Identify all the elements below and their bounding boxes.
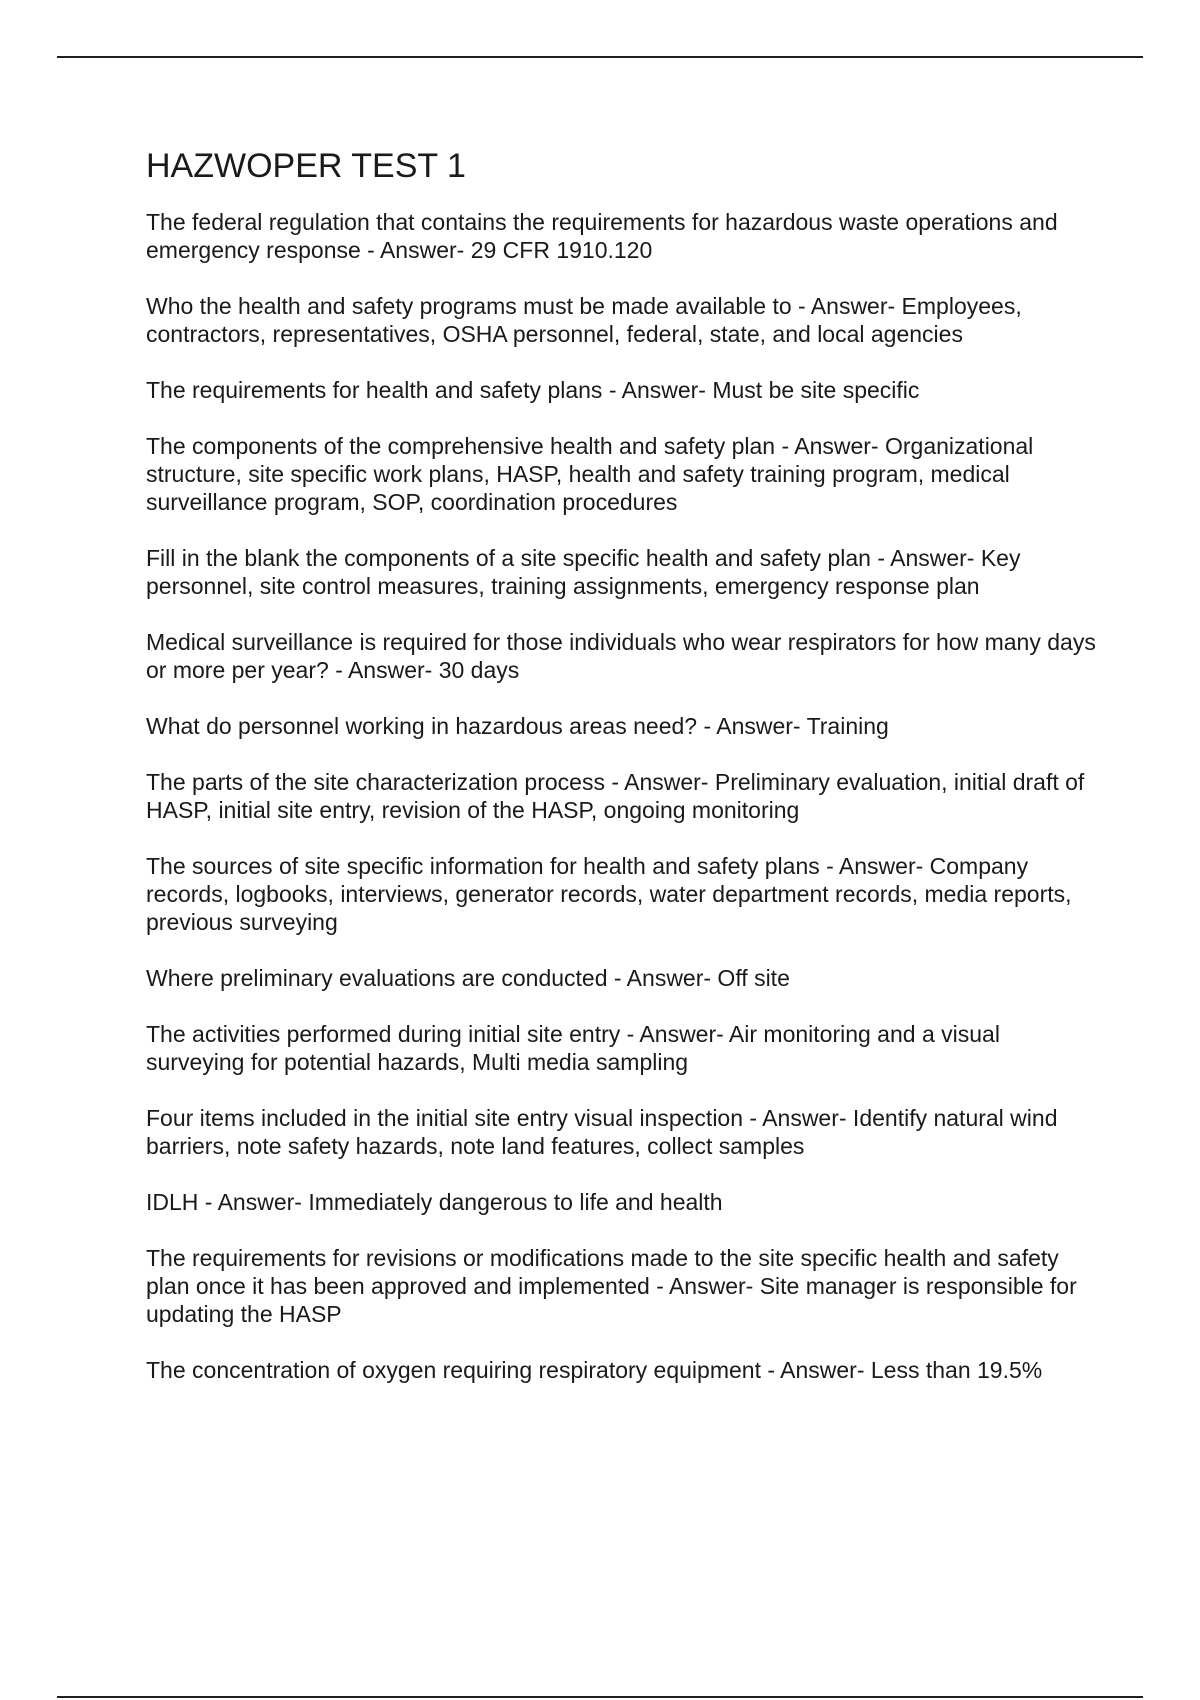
qa-item: The requirements for revisions or modifications made to the site specific health and safety plan once it has been approved and implemented - Answer- Site manager is responsible for updating the HASP — [146, 1245, 1077, 1327]
qa-list — [146, 208, 1096, 1384]
qa-item: Fill in the blank the components of a site specific health and safety plan - Answer- Key personnel, site control measures, training assignments, emergency response plan — [146, 545, 1021, 599]
qa-item: What do personnel working in hazardous areas need? - Answer- Training — [146, 713, 889, 739]
qa-item: The federal regulation that contains the requirements for hazardous waste operations and emergency response - Answer- 29 CFR 1910.120 — [146, 209, 1058, 263]
qa-item: Medical surveillance is required for those individuals who wear respirators for how many days or more per year? - Answer- 30 days — [146, 629, 1096, 683]
qa-item: IDLH - Answer- Immediately dangerous to life and health — [146, 1189, 723, 1215]
page-title: HAZWOPER TEST 1 — [146, 147, 466, 185]
qa-item: The concentration of oxygen requiring respiratory equipment - Answer- Less than 19.5% — [146, 1357, 1043, 1383]
qa-item: Where preliminary evaluations are conducted - Answer- Off site — [146, 965, 790, 991]
top-rule — [57, 56, 1143, 58]
qa-item: The activities performed during initial site entry - Answer- Air monitoring and a visual surveying for potential hazards, Multi media sampling — [146, 1021, 1000, 1075]
qa-item: The requirements for health and safety plans - Answer- Must be site specific — [146, 377, 920, 403]
qa-item: The parts of the site characterization process - Answer- Preliminary evaluation, initial draft of HASP, initial site entry, revision of the HASP, ongoing monitoring — [146, 769, 1085, 823]
qa-item: Four items included in the initial site entry visual inspection - Answer- Identify natural wind barriers, note safety hazards, note land features, collect samples — [146, 1105, 1058, 1159]
document-body — [146, 146, 1096, 1412]
qa-item: Who the health and safety programs must be made available to - Answer- Employees, contractors, representatives, OSHA personnel, federal, state, and local agencies — [146, 293, 1022, 347]
bottom-rule — [57, 1696, 1143, 1698]
qa-item: The sources of site specific information for health and safety plans - Answer- Company records, logbooks, interviews, generator records, water department records, media reports, previous surveying — [146, 853, 1072, 935]
qa-item: The components of the comprehensive health and safety plan - Answer- Organizational structure, site specific work plans, HASP, health and safety training program, medical surveillance program, SOP, coordination procedures — [146, 433, 1034, 515]
